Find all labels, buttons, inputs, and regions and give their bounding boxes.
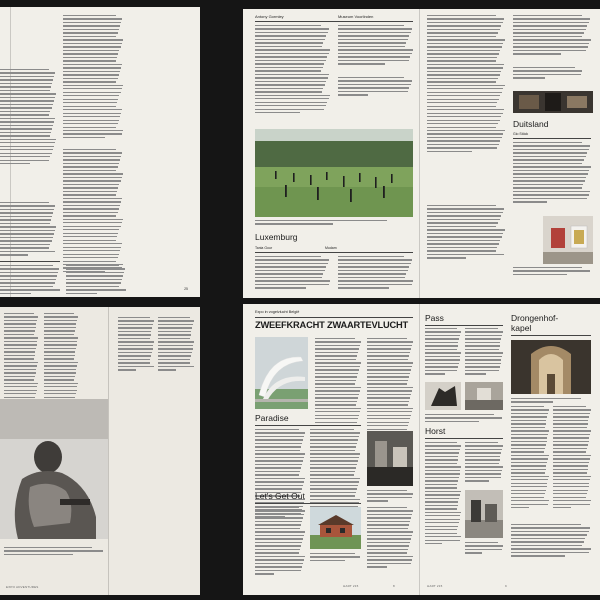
kicker: Expo in vogelvlucht België	[255, 310, 300, 314]
text-column	[553, 406, 591, 511]
text-column	[511, 406, 549, 511]
text-column	[255, 507, 305, 577]
section-title-drongenhof: Drongenhof-	[511, 313, 559, 323]
section-title-luxemburg: Luxemburg	[255, 232, 298, 242]
text-column	[63, 15, 123, 140]
fold-line	[419, 9, 420, 298]
sculpture-photo-right	[367, 431, 413, 486]
text-column	[367, 507, 413, 570]
page-number: 25	[184, 287, 188, 291]
bw-figure-photo	[0, 399, 108, 539]
photo-caption	[465, 542, 503, 556]
text-column	[118, 317, 154, 373]
photo-caption	[513, 267, 591, 277]
main-headline: ZWEEFKRACHT ZWAARTEVLUCHT	[255, 320, 409, 330]
text-column	[513, 142, 591, 205]
spread-bottom-left	[0, 307, 200, 595]
photo-caption	[511, 398, 591, 405]
text-column	[255, 256, 330, 291]
spread-top-right	[243, 9, 600, 298]
photo-caption	[310, 553, 361, 563]
image-credits	[513, 67, 583, 81]
footnotes	[0, 265, 60, 296]
horst-photo	[465, 490, 503, 538]
text-column	[63, 149, 123, 274]
installation-photo-right	[513, 91, 593, 113]
footer-page-number: 8	[393, 584, 395, 588]
text-column	[465, 328, 503, 377]
brick-house-image	[310, 507, 361, 549]
gallery-interior-image	[543, 216, 593, 264]
dark-room-image	[513, 91, 593, 113]
text-column	[511, 524, 591, 559]
text-column	[255, 25, 330, 116]
spread-bottom-right	[243, 304, 600, 595]
photo-caption	[425, 414, 503, 424]
footer-issue: HART 215	[343, 584, 359, 588]
section-author: Gio Stöck	[513, 132, 529, 136]
text-column	[338, 25, 413, 67]
text-column	[425, 442, 461, 547]
section-title-pass: Pass	[425, 313, 444, 323]
section-title-kapel: kapel	[511, 323, 532, 333]
text-column	[465, 442, 503, 484]
footnotes	[66, 265, 126, 296]
text-column	[427, 205, 505, 261]
pass-photo-1	[425, 382, 461, 410]
spread-top-left	[0, 7, 200, 297]
dark-sculpture-image	[425, 382, 461, 410]
section-title-lets-get-out: Let's Get Out	[255, 491, 305, 501]
text-column	[4, 313, 38, 411]
text-column	[427, 15, 505, 154]
header-venue: Museum Voorlinden	[338, 14, 374, 19]
bw-installation-image	[465, 490, 503, 538]
text-column	[255, 429, 305, 520]
footer-issue: HART 215	[427, 584, 443, 588]
text-column	[310, 429, 360, 520]
photo-caption	[255, 220, 405, 227]
text-column	[513, 15, 591, 57]
fold-line	[419, 304, 420, 595]
chapel-photo	[511, 340, 591, 394]
photo-caption	[367, 490, 413, 504]
image-credits	[338, 77, 413, 98]
reclining-figure-image	[0, 399, 108, 539]
text-column	[425, 328, 461, 377]
photo-caption	[4, 547, 104, 557]
footer-page-number: 9	[505, 584, 507, 588]
text-column	[0, 202, 56, 258]
sculpture-field-photo	[255, 129, 413, 217]
text-column	[338, 256, 413, 291]
sculpture-photo-left	[255, 337, 308, 409]
footer-issue: EXPO ADVENTURES	[6, 585, 39, 589]
section-venue: Mudam	[325, 246, 337, 250]
house-photo	[310, 507, 361, 549]
section-title-horst: Horst	[425, 426, 446, 436]
header-artist: Antony Gormley	[255, 14, 284, 19]
field-figures-image	[255, 129, 413, 217]
white-arch-sculpture-image	[255, 337, 308, 409]
text-column	[0, 69, 56, 167]
text-column	[158, 317, 194, 373]
dark-interior-image	[367, 431, 413, 486]
section-author: Tania Gour	[255, 246, 273, 250]
section-title-paradise: Paradise	[255, 413, 289, 423]
text-column	[315, 338, 361, 429]
chapel-interior-image	[511, 340, 591, 394]
pass-photo-2	[465, 382, 503, 410]
gallery-photo	[543, 216, 593, 264]
section-title-duitsland: Duitsland	[513, 119, 549, 129]
grey-room-image	[465, 382, 503, 410]
fold-line	[108, 307, 109, 595]
